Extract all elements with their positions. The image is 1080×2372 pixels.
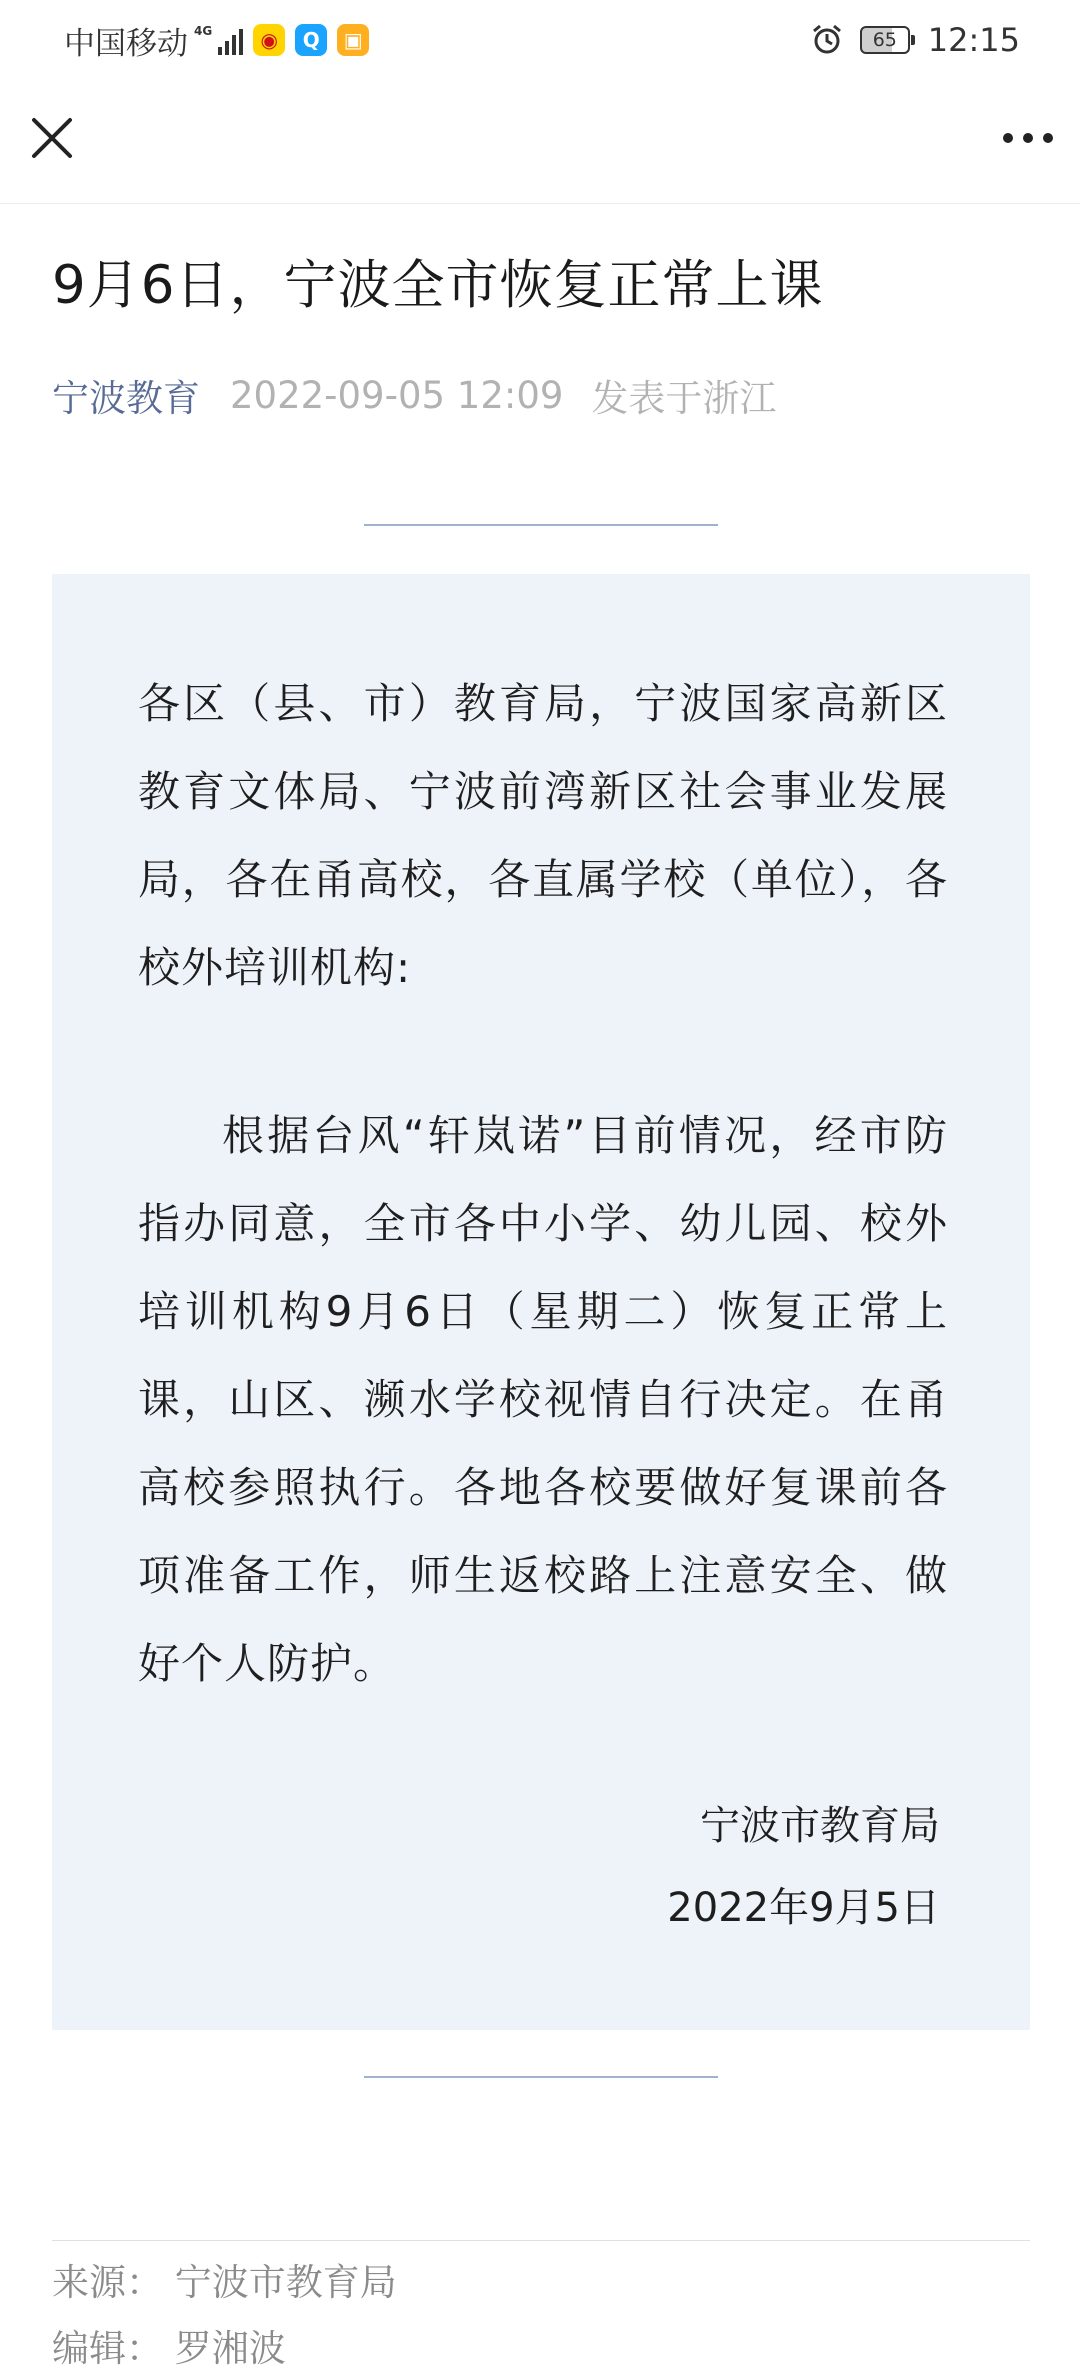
battery-level: 65 [872, 29, 897, 51]
article-title: 9月6日，宁波全市恢复正常上课 [52, 255, 824, 316]
source-line: 来源： 宁波市教育局 [52, 2261, 397, 2304]
weibo-icon: ◉ [253, 24, 285, 56]
search-app-icon: Q [295, 24, 327, 56]
notice-recipients: 各区（县、市）教育局，宁波国家高新区教育文体局、宁波前湾新区社会事业发展局，各在甬高校，各直属学校（单位），各校外培训机构: [138, 679, 948, 992]
status-bar [0, 0, 1080, 80]
bottom-divider [364, 2076, 718, 2078]
publish-date: 2022-09-05 12:09 [230, 373, 564, 417]
signature-date: 2022年9月5日 [667, 1885, 940, 1931]
battery-icon [860, 26, 910, 54]
close-icon[interactable] [24, 110, 80, 166]
footer-divider [52, 2240, 1030, 2241]
notice-body: 根据台风“轩岚诺”目前情况，经市防指办同意，全市各中小学、幼儿园、校外培训机构9月6日（星期二）恢复正常上课，山区、濒水学校视情自行决定。在甬高校参照执行。各地各校要做好复课前各项准备工作，师生返校路上注意安全、做好个人防护。 [138, 1111, 948, 1688]
status-left [64, 18, 369, 63]
publish-location: 发表于浙江 [591, 377, 777, 420]
top-divider [364, 524, 718, 526]
editor-line: 编辑： 罗湘波 [52, 2327, 286, 2370]
author-link[interactable]: 宁波教育 [52, 377, 200, 420]
signal-icon: 4G [194, 25, 243, 55]
clock: 12:15 [927, 21, 1020, 59]
status-right [810, 21, 1020, 59]
article-meta [52, 368, 776, 422]
nav-bar [0, 80, 1080, 204]
signature-org: 宁波市教育局 [700, 1803, 940, 1849]
carrier-name: 中国移动 [64, 25, 188, 62]
alarm-icon [810, 23, 844, 57]
files-app-icon: ▣ [337, 24, 369, 56]
more-icon[interactable] [998, 110, 1058, 166]
